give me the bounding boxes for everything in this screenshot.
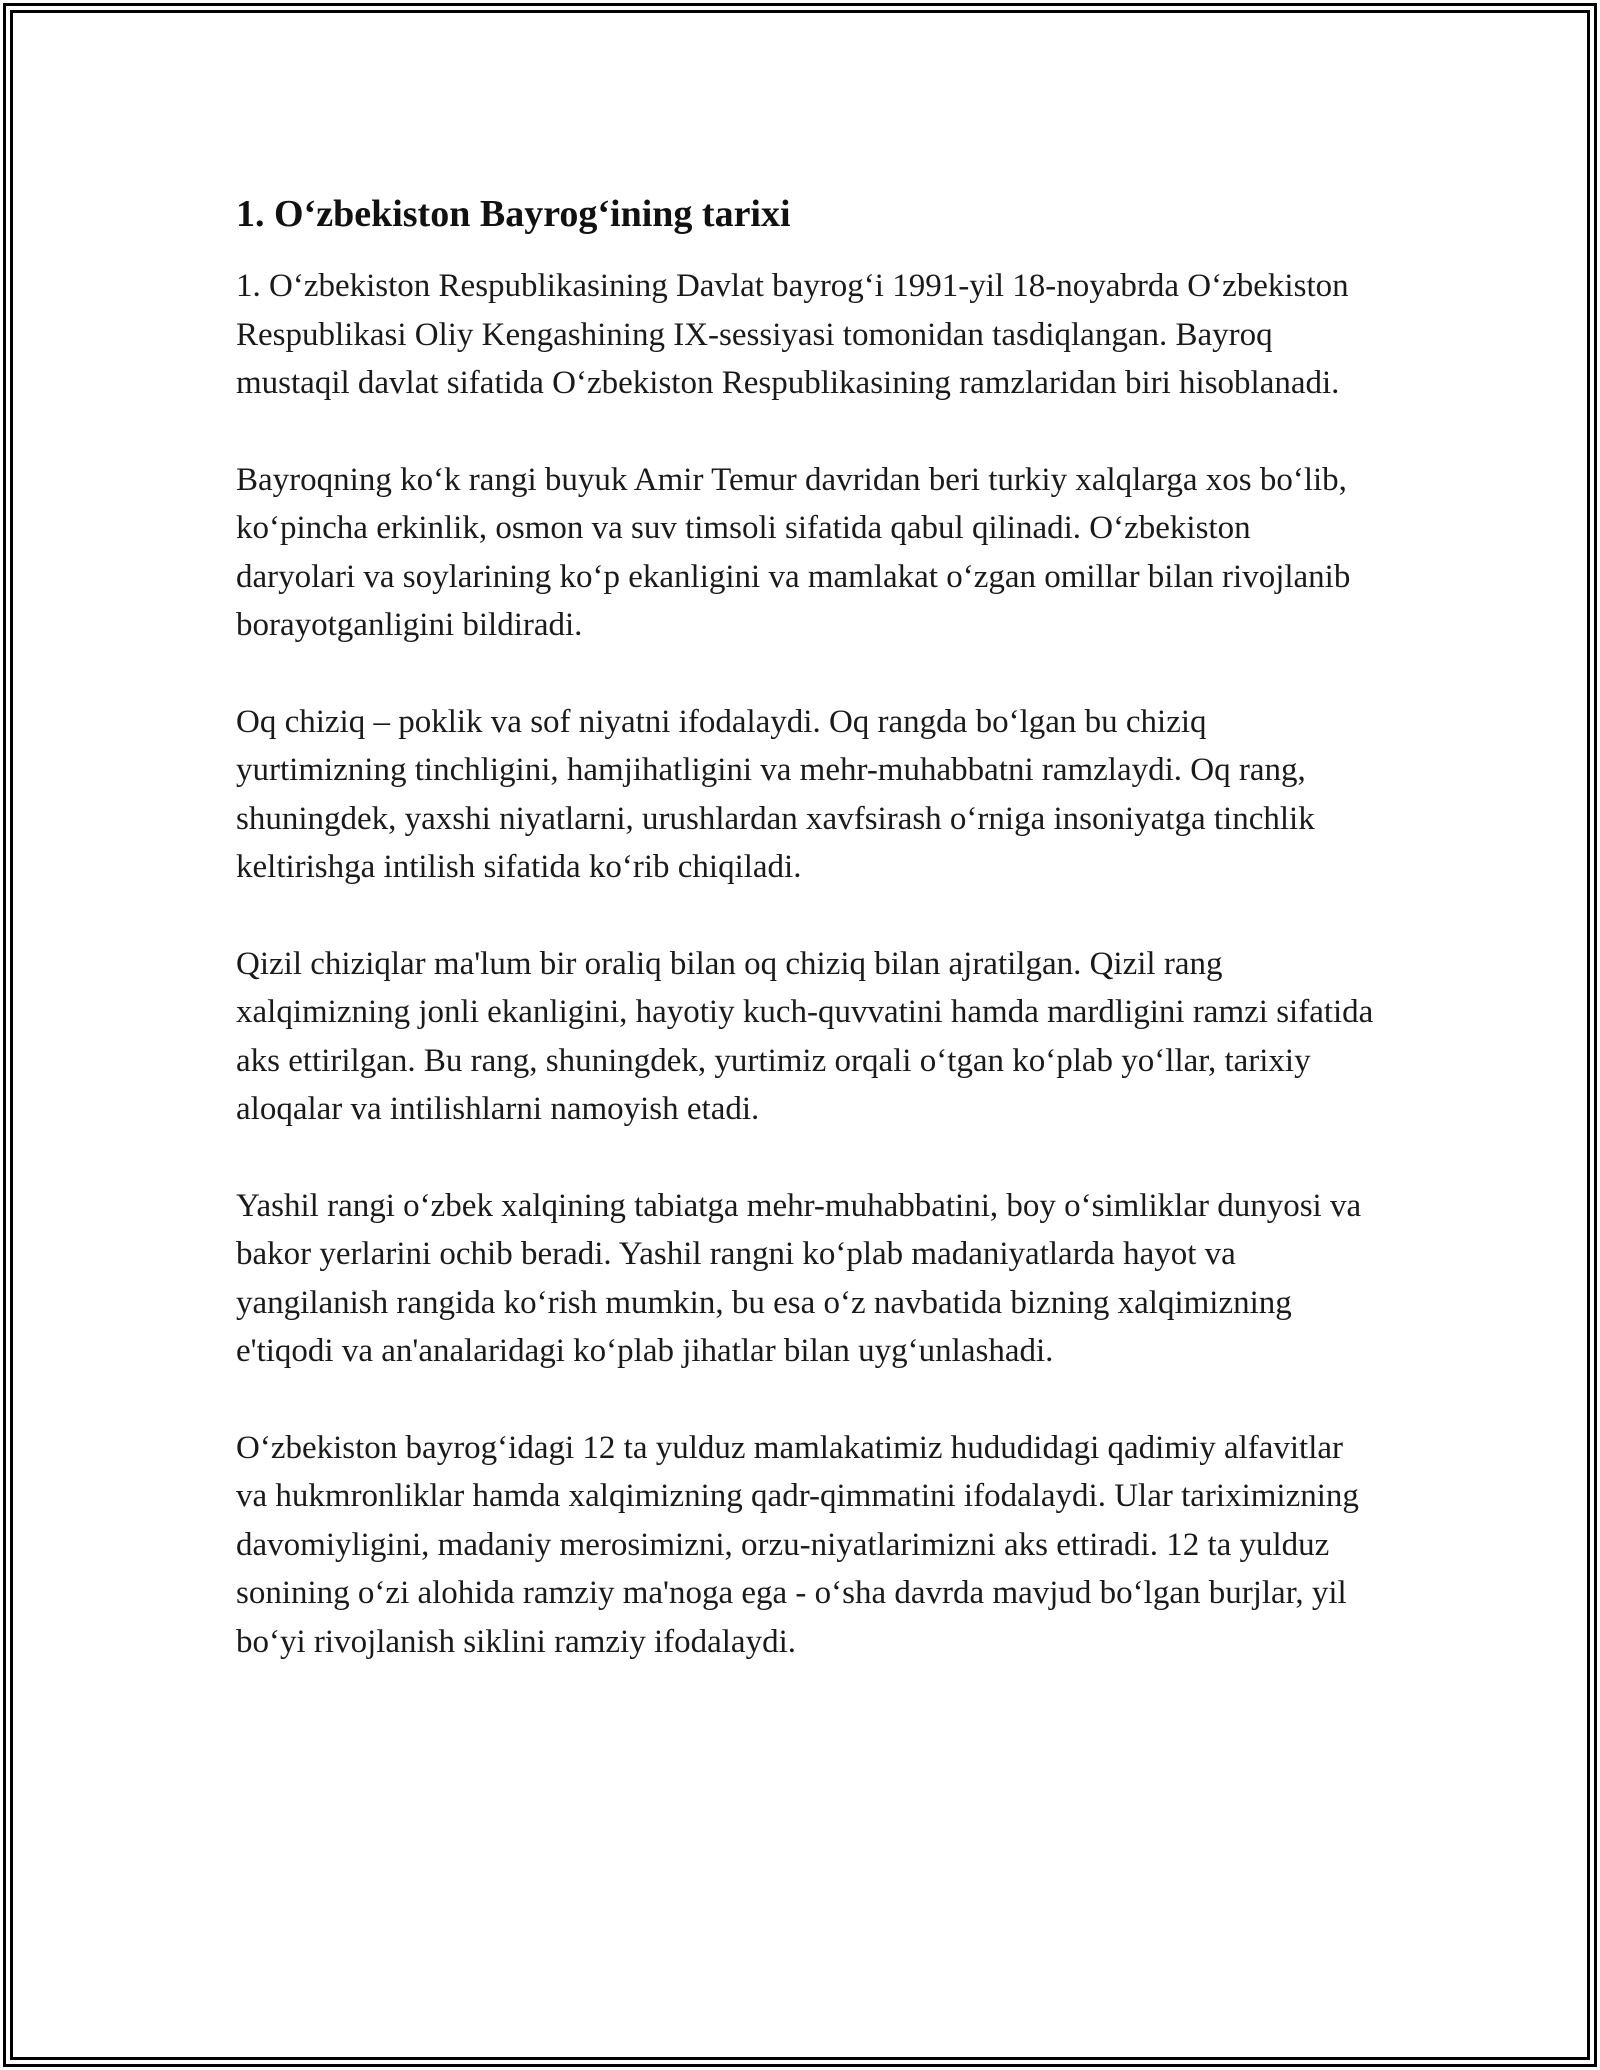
paragraph-red-stripes: Qizil chiziqlar ma'lum bir oraliq bilan oq chiziq bilan ajratilgan. Qizil rang xalqimizning jonli ekanligini, hayotiy kuch-quvvatini hamda mardligini ramzi sifatida aks ettirilgan. Bu rang, shuningdek, yurtimiz orqali o‘tgan ko‘plab yo‘llar, tarixiy aloqalar va intilishlarni namoyish etadi. [236,945,1374,1127]
document-title: 1. O‘zbekiston Bayrog‘ining tarixi [236,193,791,235]
document-body [236,188,1376,1666]
paragraph-blue-color: Bayroqning ko‘k rangi buyuk Amir Temur davridan beri turkiy xalqlarga xos bo‘lib, ko‘pincha erkinlik, osmon va suv timsoli sifatida qabul qilinadi. O‘zbekiston daryolari va soylarining ko‘p ekanligini va mamlakat o‘zgan omillar bilan rivojlanib borayotganligini bildiradi. [236,461,1351,643]
paragraph-flag-adoption: 1. O‘zbekiston Respublikasining Davlat bayrog‘i 1991-yil 18-noyabrda O‘zbekiston Respublikasi Oliy Kengashining IX-sessiyasi tomonidan tasdiqlangan. Bayroq mustaqil davlat sifatida O‘zbekiston Respublikasining ramzlaridan biri hisoblanadi. [236,268,1349,401]
paragraph-twelve-stars: O‘zbekiston bayrog‘idagi 12 ta yulduz mamlakatimiz hududidagi qadimiy alfavitlar va hukmronliklar hamda xalqimizning qadr-qimmatini ifodalaydi. Ular tariximizning davomiyligini, madaniy merosimizni, orzu-niyatlarimizni aks ettiradi. 12 ta yulduz sonining o‘zi alohida ramziy ma'noga ega - o‘sha davrda mavjud bo‘lgan burjlar, yil bo‘yi rivojlanish siklini ramziy ifodalaydi. [236,1429,1359,1660]
paragraph-white-stripe: Oq chiziq – poklik va sof niyatni ifodalaydi. Oq rangda bo‘lgan bu chiziq yurtimizning tinchligini, hamjihatligini va mehr-muhabbatni ramzlaydi. Oq rang, shuningdek, yaxshi niyatlarni, urushlardan xavfsirash o‘rniga insoniyatga tinchlik keltirishga intilish sifatida ko‘rib chiqiladi. [236,703,1315,885]
paragraph-green-color: Yashil rangi o‘zbek xalqining tabiatga mehr-muhabbatini, boy o‘simliklar dunyosi va bakor yerlarini ochib beradi. Yashil rangni ko‘plab madaniyatlarda hayot va yangilanish rangida ko‘rish mumkin, bu esa o‘z navbatida bizning xalqimizning e'tiqodi va an'analaridagi ko‘plab jihatlar bilan uyg‘unlashadi. [236,1187,1362,1369]
